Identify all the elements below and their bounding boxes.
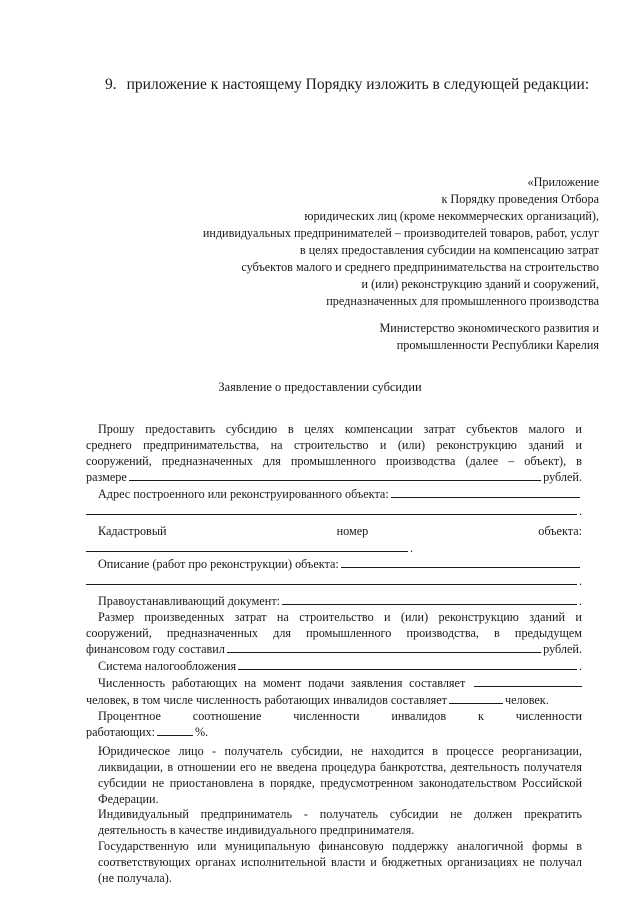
word: субъектов bbox=[466, 422, 518, 436]
word: и bbox=[384, 609, 391, 624]
word: номер bbox=[336, 523, 369, 538]
word: зданий bbox=[529, 609, 566, 624]
word: реконструкцию bbox=[436, 437, 517, 452]
percent-label: работающих: bbox=[86, 725, 156, 740]
addressee-line: промышленности Республики Карелия bbox=[396, 338, 599, 352]
word: Численность bbox=[98, 675, 166, 690]
word: зданий bbox=[528, 437, 565, 452]
description-continuation bbox=[86, 573, 582, 590]
costs-unit: рублей. bbox=[543, 642, 582, 657]
word: в bbox=[576, 453, 582, 468]
amendment-item-9 bbox=[105, 76, 605, 94]
headcount-line-2 bbox=[86, 692, 582, 709]
word: к bbox=[477, 708, 484, 723]
address-label: Адрес построенного или реконструированного объекта: bbox=[98, 487, 389, 502]
word: произведенных bbox=[144, 609, 225, 624]
word: работающих bbox=[171, 675, 238, 690]
word: (или) bbox=[397, 437, 426, 452]
word: составляет bbox=[409, 675, 466, 690]
addressee-block bbox=[300, 320, 599, 354]
tax-system-label: Система налогообложения bbox=[98, 659, 237, 674]
word: численности bbox=[293, 708, 360, 723]
word: производства bbox=[386, 453, 456, 468]
word: объект), bbox=[524, 453, 567, 468]
word: момент bbox=[262, 675, 302, 690]
period: . bbox=[578, 574, 582, 589]
appendix-line: «Приложение bbox=[527, 175, 599, 189]
word: и bbox=[575, 422, 582, 436]
word: целях bbox=[304, 422, 335, 436]
description-label: Описание (работ про реконструкции) объекта: bbox=[98, 557, 339, 572]
word: среднего bbox=[86, 437, 132, 452]
address-line bbox=[86, 486, 582, 503]
costs-line-2 bbox=[86, 626, 582, 642]
word: объекта: bbox=[538, 523, 582, 538]
word: в bbox=[287, 422, 294, 436]
application-form bbox=[86, 422, 582, 886]
word: соотношение bbox=[192, 708, 262, 723]
tax-system-field[interactable] bbox=[238, 658, 577, 670]
request-line-1 bbox=[86, 422, 582, 438]
form-title: Заявление о предоставлении субсидии bbox=[218, 380, 422, 394]
costs-line-1 bbox=[86, 610, 582, 626]
word: и bbox=[575, 609, 582, 624]
word: строительство bbox=[299, 609, 374, 624]
item-text: приложение к настоящему Порядку изложить в следующей редакции: bbox=[126, 76, 590, 93]
word: (далее bbox=[465, 453, 499, 468]
word: затрат bbox=[234, 609, 267, 624]
costs-line-3 bbox=[86, 641, 582, 658]
tax-system-line bbox=[86, 658, 582, 675]
word: сооружений, bbox=[86, 453, 152, 468]
costs-amount-field[interactable] bbox=[227, 641, 541, 653]
appendix-line: индивидуальных предпринимателей – производителей товаров, работ, услуг bbox=[202, 226, 599, 240]
word: для bbox=[262, 453, 281, 468]
period: . bbox=[578, 503, 582, 518]
cadastral-line bbox=[86, 524, 582, 540]
word: предыдущем bbox=[514, 625, 582, 640]
amount-line bbox=[86, 469, 582, 486]
word: для bbox=[273, 625, 292, 640]
appendix-line: и (или) реконструкцию зданий и сооружений, bbox=[361, 277, 599, 291]
percent-line-1 bbox=[86, 709, 582, 725]
word: реконструкцию bbox=[438, 609, 519, 624]
word: в bbox=[494, 625, 500, 640]
word: на bbox=[270, 437, 283, 452]
word: предоставить bbox=[145, 422, 216, 436]
state-support-statement: Государственную или муниципальную финансовую поддержку аналогичной формы в соответствующих органах исполнительной власти и бюджетных организациях не получал (не получала). bbox=[98, 838, 582, 885]
appendix-line: к Порядку проведения Отбора bbox=[441, 192, 599, 206]
word: Размер bbox=[98, 609, 135, 624]
addressee-line: Министерство экономического развития и bbox=[379, 321, 599, 335]
word: численности bbox=[515, 708, 582, 723]
request-line-3 bbox=[86, 454, 582, 470]
percent-field[interactable] bbox=[157, 724, 193, 736]
word: Кадастровый bbox=[98, 523, 167, 538]
appendix-header bbox=[150, 174, 599, 310]
word: заявления bbox=[350, 675, 403, 690]
word: – bbox=[508, 453, 515, 468]
headcount-unit: человек. bbox=[505, 692, 549, 707]
address-field-continued[interactable] bbox=[86, 503, 577, 515]
percent-line-2 bbox=[86, 724, 582, 741]
word: и bbox=[575, 437, 582, 452]
headcount-line-1 bbox=[86, 675, 582, 692]
word: компенсации bbox=[344, 422, 413, 436]
description-line bbox=[86, 556, 582, 573]
title-document-field[interactable] bbox=[282, 593, 577, 605]
appendix-line: предназначенных для промышленного производства bbox=[326, 294, 599, 308]
word: затрат bbox=[423, 422, 456, 436]
period: . bbox=[578, 593, 582, 608]
word: предназначенных bbox=[161, 453, 253, 468]
appendix-line: юридических лиц (кроме некоммерческих организаций), bbox=[304, 209, 599, 223]
headcount-disabled-label: человек, в том числе численность работающих инвалидов составляет bbox=[86, 692, 447, 707]
word: Процентное bbox=[98, 708, 161, 723]
entrepreneur-statement: Индивидуальный предприниматель - получатель субсидии не должен прекратить деятельность в качестве индивидуального предпринимателя. bbox=[98, 807, 582, 838]
word: инвалидов bbox=[391, 708, 447, 723]
appendix-line: субъектов малого и среднего предпринимательства на строительство bbox=[241, 260, 599, 274]
headcount-field[interactable] bbox=[474, 675, 582, 687]
word: предпринимательства, bbox=[143, 437, 260, 452]
word: на bbox=[276, 609, 289, 624]
word: подачи bbox=[308, 675, 345, 690]
title-document-label: Правоустанавливающий документ: bbox=[98, 593, 281, 608]
title-document-line bbox=[86, 593, 582, 610]
word: промышленного bbox=[306, 625, 392, 640]
costs-label: финансовом году составил bbox=[86, 642, 225, 657]
disabled-headcount-field[interactable] bbox=[449, 692, 503, 704]
request-line-2 bbox=[86, 438, 582, 454]
legal-entity-statement: Юридическое лицо - получатель субсидии, не находится в процессе реорганизации, ликвидации, в отношении его не введена процедура банкротства, деятельность получателя субсидии не приостановлена в порядке, предусмотренном законодательством Российской Федерации. bbox=[98, 744, 582, 806]
appendix-line: в целях предоставления субсидии на компенсацию затрат bbox=[299, 243, 599, 257]
word: на bbox=[244, 675, 257, 690]
item-number: 9. bbox=[105, 76, 117, 93]
description-field-continued[interactable] bbox=[86, 573, 577, 585]
word: и bbox=[379, 437, 387, 452]
period: . bbox=[410, 540, 414, 555]
word: малого bbox=[528, 422, 565, 436]
address-continuation bbox=[86, 503, 582, 520]
word: производства, bbox=[406, 625, 479, 640]
cadastral-number-field[interactable] bbox=[86, 540, 408, 552]
description-field[interactable] bbox=[341, 556, 580, 568]
amount-unit: рублей. bbox=[543, 470, 582, 485]
word: сооружений, bbox=[86, 625, 152, 640]
amount-label: размере bbox=[86, 470, 127, 485]
word: (или) bbox=[400, 609, 429, 624]
period: . bbox=[578, 659, 582, 674]
word: субсидию bbox=[225, 422, 278, 436]
word: строительство bbox=[293, 437, 369, 452]
address-field[interactable] bbox=[391, 486, 580, 498]
percent-unit: %. bbox=[195, 725, 209, 740]
word: промышленного bbox=[290, 453, 376, 468]
amount-field[interactable] bbox=[129, 469, 541, 481]
word: предназначенных bbox=[166, 625, 258, 640]
word: Прошу bbox=[98, 422, 135, 436]
cadastral-continuation bbox=[86, 540, 582, 557]
